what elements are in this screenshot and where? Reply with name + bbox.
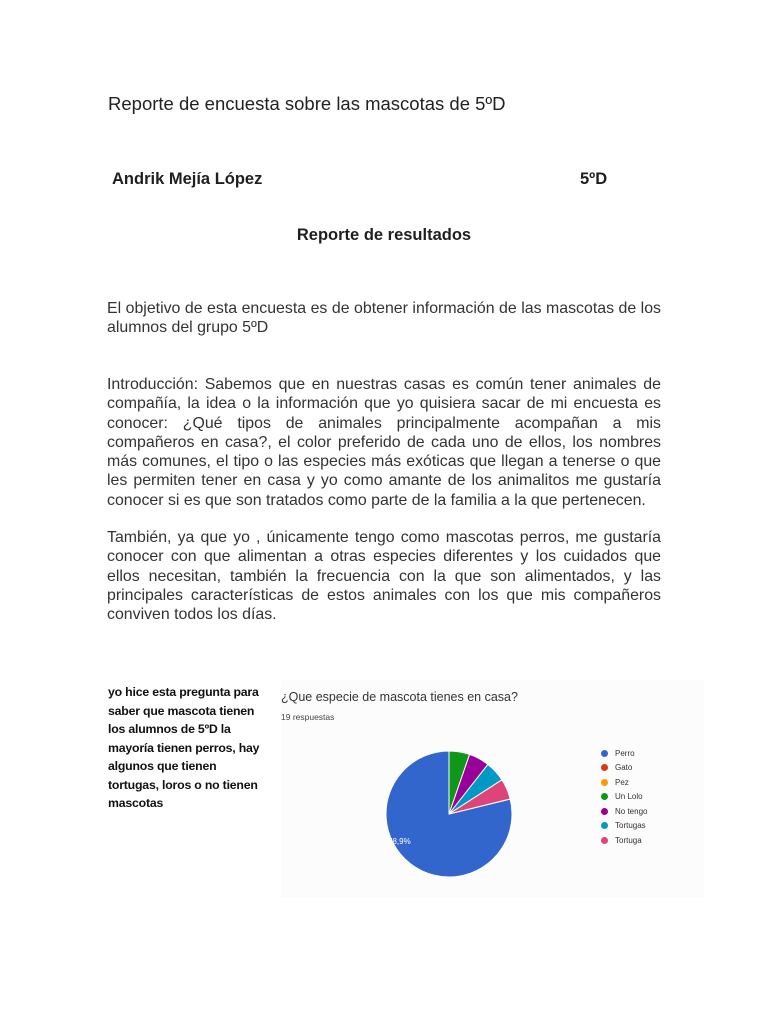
chart-subtitle: 19 respuestas xyxy=(281,712,335,722)
followup-paragraph: También, ya que yo , únicamente tengo como mascotas perros, me gustaría conocer con que alimentan a otras especies diferentes y los cuidados que ellos necesitan, también la frecuencia con la que son alimentados, y las principales características de estos animales con los que mis compañeros conviven todos los días. xyxy=(107,529,661,624)
legend-swatch xyxy=(601,779,608,786)
pie-data-label: 78,9% xyxy=(388,837,411,846)
legend-swatch xyxy=(601,837,608,844)
legend-label: Pez xyxy=(615,777,629,787)
legend-swatch xyxy=(601,822,608,829)
legend-label: No tengo xyxy=(615,806,648,816)
legend-label: Tortugas xyxy=(615,821,646,831)
legend-label: Un Lolo xyxy=(615,792,643,802)
legend-item xyxy=(601,746,647,761)
legend-item xyxy=(601,790,647,805)
section-title: Reporte de resultados xyxy=(296,226,472,244)
legend-swatch xyxy=(601,808,608,815)
group-label: 5ºD xyxy=(580,170,608,188)
legend-item xyxy=(601,775,647,790)
legend-item xyxy=(601,804,647,819)
chart-legend xyxy=(601,746,647,848)
legend-label: Tortuga xyxy=(615,835,642,845)
legend-item xyxy=(601,761,647,776)
chart-title: ¿Que especie de mascota tienes en casa? xyxy=(281,690,518,704)
legend-swatch xyxy=(601,764,608,771)
introduction-paragraph: Introducción: Sabemos que en nuestras casas es común tener animales de compañía, la idea o la información que yo quisiera sacar de mi encuesta es conocer: ¿Qué tipos de animales principalmente acompañan a mis compañeros en casa?, el color preferido de cada uno de ellos, los nombres más comunes, el tipo o las especies más exóticas que llegan a tenerse o que les permiten tener en casa y yo como amante de los animalitos me gustaría conocer si es que son tratados como parte de la familia a la que pertenecen. xyxy=(107,376,661,509)
legend-swatch xyxy=(601,793,608,800)
author-name: Andrik Mejía López xyxy=(112,170,263,188)
objective-paragraph: El objetivo de esta encuesta es de obtener información de las mascotas de los alumnos del grupo 5ºD xyxy=(107,300,661,337)
legend-label: Perro xyxy=(615,748,635,758)
chart-note: yo hice esta pregunta para saber que mascota tienen los alumnos de 5ºD la mayoría tienen perros, hay algunos que tienen tortugas, loros o no tienen mascotas xyxy=(108,685,260,810)
chart-card xyxy=(281,680,704,897)
legend-item xyxy=(601,819,647,834)
legend-label: Gato xyxy=(615,763,633,773)
legend-swatch xyxy=(601,750,608,757)
legend-item xyxy=(601,833,647,848)
document-title: Reporte de encuesta sobre las mascotas de 5ºD xyxy=(108,93,506,114)
